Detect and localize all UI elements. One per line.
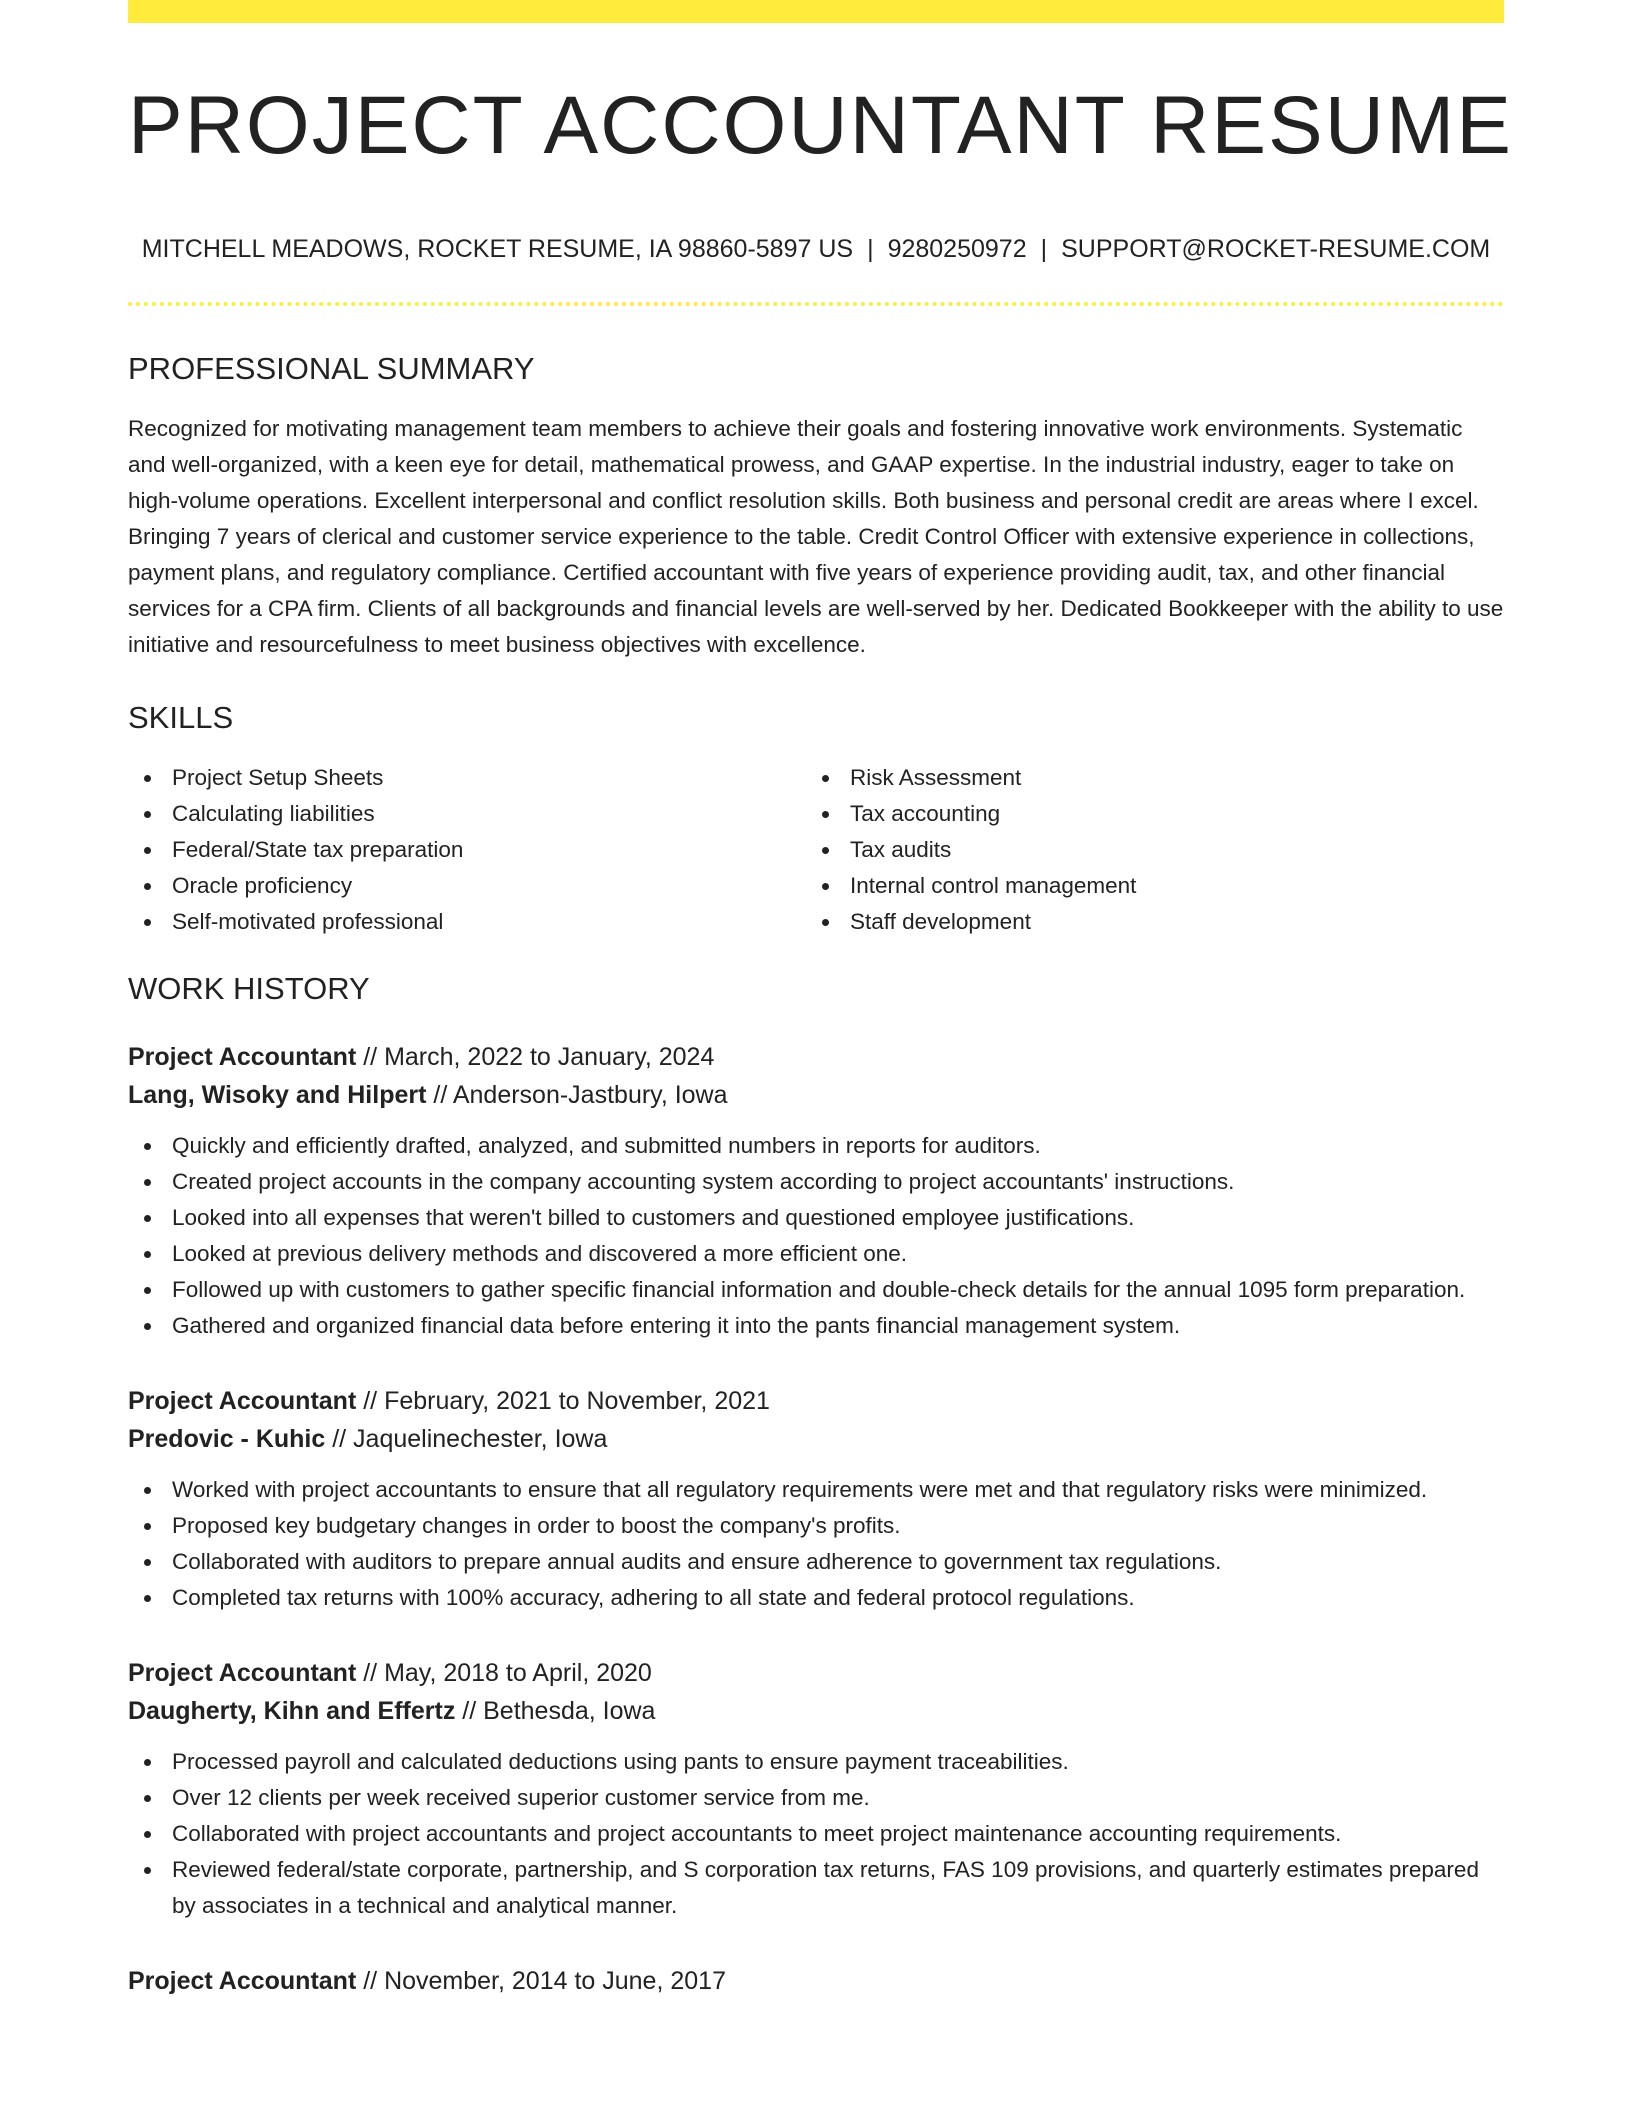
- contact-line: [128, 235, 1504, 264]
- job-bullet: Reviewed federal/state corporate, partnership, and S corporation tax returns, FAS 109 provisions, and quarterly estimates prepared by associates in a technical and analytical manner.: [128, 1852, 1504, 1924]
- job-entry: [128, 1038, 1504, 1344]
- job-bullet: Created project accounts in the company accounting system according to project accountants' instructions.: [128, 1164, 1504, 1200]
- skill-item: Calculating liabilities: [128, 796, 806, 832]
- skill-item: Staff development: [806, 904, 1484, 940]
- job-bullets: [128, 1472, 1504, 1616]
- skills-heading: SKILLS: [128, 700, 234, 736]
- job-bullet: Looked at previous delivery methods and discovered a more efficient one.: [128, 1236, 1504, 1272]
- skills-list: [128, 760, 1504, 940]
- job-bullet: Proposed key budgetary changes in order to boost the company's profits.: [128, 1508, 1504, 1544]
- summary-text: Recognized for motivating management team members to achieve their goals and fostering innovative work environments. Systematic and well-organized, with a keen eye for detail, mathematical prowess, and GAAP expertise. In the industrial industry, eager to take on high-volume operations. Excellent interpersonal and conflict resolution skills. Both business and personal credit are areas where I excel. Bringing 7 years of clerical and customer service experience to the table. Credit Control Officer with extensive experience in collections, payment plans, and regulatory compliance. Certified accountant with five years of experience providing audit, tax, and other financial services for a CPA firm. Clients of all backgrounds and financial levels are well-served by her. Dedicated Bookkeeper with the ability to use initiative and resourcefulness to meet business objectives with excellence.: [128, 416, 1504, 658]
- contact-address: MITCHELL MEADOWS, ROCKET RESUME, IA 98860-5897 US: [141, 235, 854, 263]
- job-bullet: Worked with project accountants to ensure that all regulatory requirements were met and that regulatory risks were minimized.: [128, 1472, 1504, 1508]
- job-dates: // February, 2021 to November, 2021: [356, 1386, 770, 1415]
- contact-separator: |: [1040, 235, 1048, 263]
- job-company: Predovic - Kuhic: [128, 1424, 326, 1453]
- job-title-line: [128, 1962, 1504, 2000]
- job-title: Project Accountant: [128, 1966, 357, 1995]
- job-entry: [128, 1962, 1504, 2000]
- skill-item: Tax accounting: [806, 796, 1484, 832]
- summary-heading: PROFESSIONAL SUMMARY: [128, 351, 535, 386]
- job-dates: // March, 2022 to January, 2024: [356, 1042, 715, 1071]
- skills-column-right: [806, 760, 1484, 940]
- job-bullet: Quickly and efficiently drafted, analyzed, and submitted numbers in reports for auditors.: [128, 1128, 1504, 1164]
- job-company-line: [128, 1692, 1504, 1730]
- job-title-line: [128, 1654, 1504, 1692]
- job-entry: [128, 1382, 1504, 1616]
- job-bullet: Collaborated with auditors to prepare annual audits and ensure adherence to government tax regulations.: [128, 1544, 1504, 1580]
- job-bullet: Collaborated with project accountants and project accountants to meet project maintenance accounting requirements.: [128, 1816, 1504, 1852]
- job-location: // Jaquelinechester, Iowa: [325, 1424, 608, 1453]
- skills-column-left: [128, 760, 806, 940]
- skill-item: Tax audits: [806, 832, 1484, 868]
- job-title: Project Accountant: [128, 1386, 357, 1415]
- dotted-divider: [128, 302, 1504, 306]
- job-company: Daugherty, Kihn and Effertz: [128, 1696, 456, 1725]
- job-company: Lang, Wisoky and Hilpert: [128, 1080, 427, 1109]
- skill-item: Oracle proficiency: [128, 868, 806, 904]
- skill-item: Internal control management: [806, 868, 1484, 904]
- skill-item: Project Setup Sheets: [128, 760, 806, 796]
- job-company-line: [128, 1076, 1504, 1114]
- contact-email: SUPPORT@ROCKET-RESUME.COM: [1061, 235, 1491, 263]
- job-bullet: Gathered and organized financial data before entering it into the pants financial management system.: [128, 1308, 1504, 1344]
- contact-phone: 9280250972: [887, 235, 1027, 263]
- job-dates: // May, 2018 to April, 2020: [356, 1658, 652, 1687]
- job-title-line: [128, 1382, 1504, 1420]
- job-bullet: Over 12 clients per week received superior customer service from me.: [128, 1780, 1504, 1816]
- job-location: // Anderson-Jastbury, Iowa: [426, 1080, 728, 1109]
- work-history-heading: WORK HISTORY: [128, 971, 370, 1007]
- job-bullet: Completed tax returns with 100% accuracy, adhering to all state and federal protocol regulations.: [128, 1580, 1504, 1616]
- page-title: PROJECT ACCOUNTANT RESUME: [128, 80, 1513, 171]
- job-entry: [128, 1654, 1504, 1924]
- job-bullets: [128, 1128, 1504, 1344]
- resume-page: [128, 0, 1513, 2000]
- job-location: // Bethesda, Iowa: [455, 1696, 656, 1725]
- job-title: Project Accountant: [128, 1658, 357, 1687]
- top-accent-bar: [128, 0, 1504, 23]
- job-bullet: Processed payroll and calculated deductions using pants to ensure payment traceabilities.: [128, 1744, 1504, 1780]
- skill-item: Risk Assessment: [806, 760, 1484, 796]
- job-company-line: [128, 1420, 1504, 1458]
- job-bullets: [128, 1744, 1504, 1924]
- contact-separator: |: [867, 235, 874, 263]
- job-dates: // November, 2014 to June, 2017: [356, 1966, 726, 1995]
- job-title-line: [128, 1038, 1504, 1076]
- job-bullet: Looked into all expenses that weren't billed to customers and questioned employee justifications.: [128, 1200, 1504, 1236]
- job-bullet: Followed up with customers to gather specific financial information and double-check details for the annual 1095 form preparation.: [128, 1272, 1504, 1308]
- skill-item: Federal/State tax preparation: [128, 832, 806, 868]
- job-title: Project Accountant: [128, 1042, 357, 1071]
- skill-item: Self-motivated professional: [128, 904, 806, 940]
